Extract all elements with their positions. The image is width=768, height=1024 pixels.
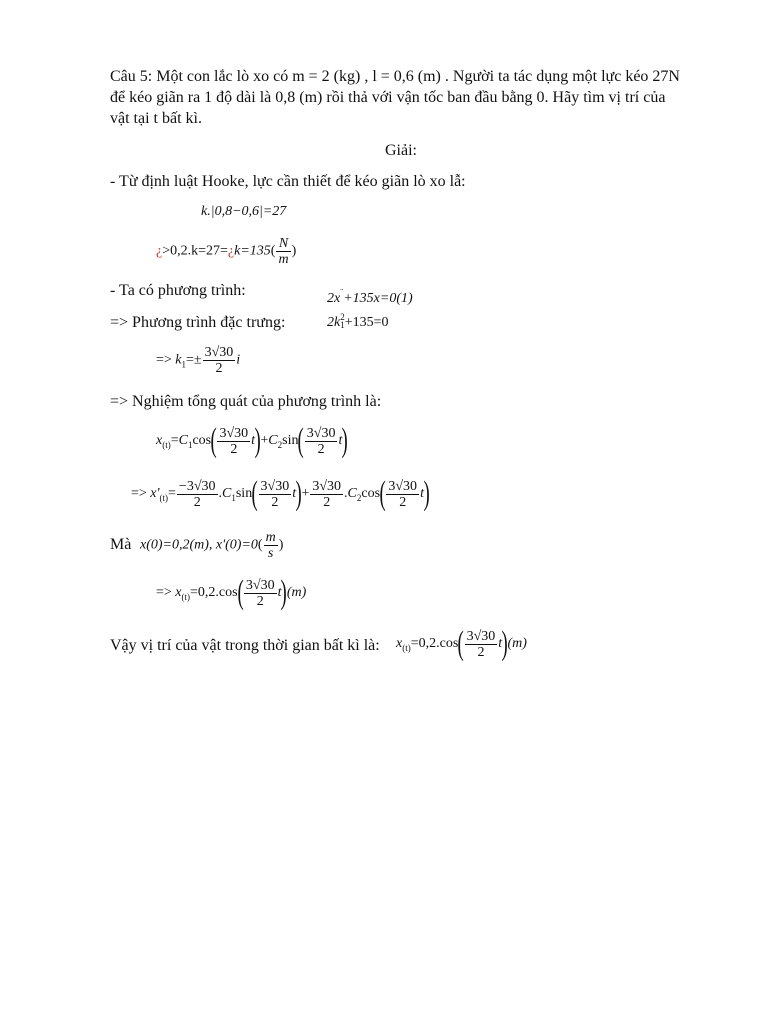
particular-solution: => $x_{(t)}=0,2.\cos$( $\frac{3√30}{2}$ t)(m) [156,574,307,611]
equation-intro-text: - Ta có phương trình: [110,282,246,299]
hooke-equation: k.|0,8−0,6|=27 [201,204,287,219]
hooke-law-text: - Từ định luật Hooke, lực cần thiết để kéo giãn lò xo lẫ: [110,173,466,190]
pt: t [277,585,282,600]
root-sub: 1 [181,359,187,370]
xp-sub: (t) [159,493,169,504]
c2-sub: 2 [277,440,283,451]
diff-left: 2x [327,291,341,306]
p-unit: (m) [286,585,307,600]
dc1-sub: 1 [231,493,236,504]
initial-conditions-label: Mà [110,536,132,553]
d-num-1: 3√30 [260,478,290,494]
solution-heading: Giải: [385,142,417,159]
f-unit: (m) [507,636,527,651]
unit-fraction [276,236,290,267]
freq-num-2: 3√30 [306,425,336,441]
dc2: C [347,486,357,501]
vel-den: s [267,546,274,561]
fx: x [396,636,403,651]
arrow-2: => [131,486,147,501]
init-cond: x(0)=0,2(m), x'(0)=0 [140,537,258,553]
root-den: 2 [215,361,223,376]
px: x [175,585,182,600]
dcos: cos [361,486,381,501]
dt-2: t [420,486,424,501]
px-sub: (t) [181,592,191,603]
dsin: sin [235,486,253,501]
velocity-unit [264,530,278,561]
char-rest: +135=0 [344,315,389,330]
x: x [156,433,163,448]
characteristic-text: => Phương trình đặc trưng: [110,314,286,331]
freq-fraction-2 [305,426,338,457]
spring-constant-equation: ¿>0,2.k=27=¿k=135( $\frac{N}{m}$ ) [156,236,297,267]
root-num: 3√30 [204,345,234,360]
freq-den: 2 [230,441,238,457]
dt-1: t [292,486,297,501]
p-coef: =0,2.cos [190,585,238,600]
d-coef-num: 3√30 [312,478,342,494]
d-coef-fraction [310,479,343,510]
f-den: 2 [477,644,485,660]
fx-sub: (t) [402,643,411,654]
f-coef: =0,2.cos [410,636,459,651]
problem-statement: Câu 5: Một con lắc lò xo có m = 2 (kg) , l = 0,6 (m) . Người ta tác dụng một lực kéo 27N để kéo giãn ra 1 độ dài là 0,8 (m) rồi thả với vận tốc ban đầu bằng 0. Hãy tìm vị trí của vật tại t bất kì. [110,68,680,127]
f-fraction [465,629,498,660]
marker-glyph: ¿ [156,243,163,259]
c1-sub: 1 [187,440,193,451]
d-fraction-2 [386,479,419,510]
freq-den-2: 2 [317,441,325,457]
diff-right: +135x=0(1) [343,291,413,306]
root-eq: =± [186,352,202,368]
p-num: 3√30 [245,577,275,593]
marker-glyph-2: ¿ [227,243,235,259]
final-answer-equation: $x_{(t)}=0,2.\cos$( $\frac{3√30}{2}$ t)(m) [396,625,527,662]
x-sub: (t) [162,440,171,451]
d-fraction-1 [259,479,292,510]
p-den: 2 [256,593,264,609]
neg-den: 2 [193,494,201,510]
cos: cos [192,433,212,448]
dc2-sub: 2 [356,493,362,504]
unit-den: m [278,252,289,267]
p-fraction [244,578,277,609]
c2: C [268,433,278,448]
freq-num: 3√30 [219,425,249,441]
d-den-1: 2 [271,494,279,510]
diff-dots: ¨ [340,287,344,297]
x-prime: x' [150,486,160,501]
ft: t [498,636,503,651]
imag-unit: i [236,352,241,368]
c1: C [178,433,188,448]
general-solution-text: => Nghiệm tổng quát của phương trình là: [110,393,382,410]
k-eq-left: >0,2.k=27= [162,243,228,259]
d-coef-den: 2 [323,494,331,510]
char-lhs: 2k [327,315,341,330]
dc1: C [222,486,232,501]
neg-fraction [177,479,218,510]
vel-num: m [265,530,276,545]
derivative-equation: => $x'_{(t)}=$ $\frac{-3√30}{2}$ $.C_1\sin$( $\frac{3√30}{2}$ t)+ $\frac{3√30}{2}$ $.C_2\cos$( $\frac{3√30}{2}$ t) [131,475,430,512]
k-eq-right: k=135 [234,243,271,259]
general-solution-equation: $x_{(t)}=C_1\cos$( $\frac{3√30}{2}$ $t)+C_2\sin$( $\frac{3√30}{2}$ t) [156,422,349,459]
differential-equation [327,282,413,309]
d-num-2: 3√30 [388,478,418,494]
t-2: t [338,433,343,448]
arrow: => [156,352,172,368]
root-k: k [175,352,182,368]
t: t [251,433,256,448]
final-answer-text: Vậy vị trí của vật trong thời gian bất kì là: [110,637,380,654]
char-sup: 2 [340,312,345,322]
root-equation [156,345,240,376]
initial-conditions: x(0)=0,2(m), x'(0)=0( $\frac{m}{s}$ ) [140,530,284,561]
characteristic-equation [327,313,389,333]
unit-num: N [276,236,290,252]
f-num: 3√30 [466,628,496,644]
char-sub: 1 [340,320,345,330]
arrow-3: => [156,585,172,600]
root-fraction [203,345,236,376]
neg-num: −3√30 [178,478,216,494]
freq-fraction [217,426,250,457]
sin: sin [282,433,299,448]
d-den-2: 2 [399,494,407,510]
